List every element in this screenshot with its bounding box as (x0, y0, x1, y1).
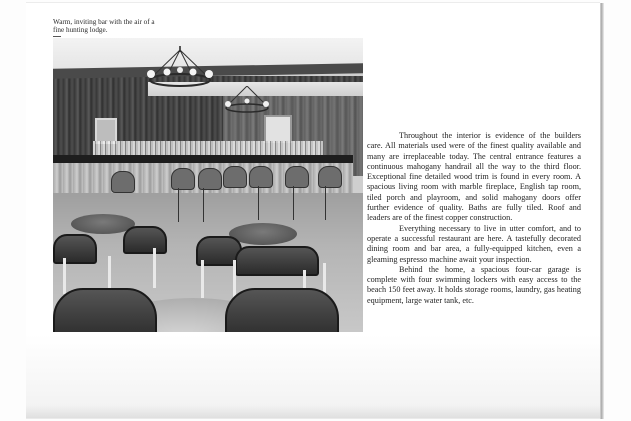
paragraph-interior: Throughout the interior is evidence of the builders care. All materials used were of the finest quality available and many are irreplaceable today. The central entrance features a continuous mahogany handrail all the way to the third floor. Exceptional fine detailed wood trim is found in every room. A spacious living room with marble fireplace, English tap room, tiled porch and playroom, and solid mahogany doors offer further evidence of quality. Baths are fully tiled. Roof and leaders are of the finest copper construction. (367, 131, 581, 223)
stool-leg (293, 186, 294, 220)
stool-leg (203, 188, 204, 222)
captains-chair (123, 226, 167, 254)
book-spine-edge (600, 3, 604, 419)
caption-line-2: fine hunting lodge. (53, 26, 108, 35)
bar-stool (249, 166, 273, 188)
bar-stool (171, 168, 195, 190)
chair-leg (201, 260, 204, 298)
bar-stool (198, 168, 222, 190)
caption-line-1: Warm, inviting bar with the air of a (53, 18, 155, 26)
photo-caption (53, 18, 213, 35)
paragraph-garage: Behind the home, a spacious four-car garage is complete with four swimming lockers with easy access to the beach 150 feet away. It holds storage rooms, laundry, gas heating equipment, large water tank, etc. (367, 264, 581, 305)
wagon-wheel-chandelier-icon (145, 46, 215, 92)
body-text (367, 131, 581, 306)
stool-leg (325, 186, 326, 220)
caption-rule (53, 36, 61, 37)
bar-stool (318, 166, 342, 188)
bar-stool (223, 166, 247, 188)
paragraph-restaurant: Everything necessary to live in utter comfort, and to operate a successful restaurant are here. A tastefully decorated dining room and bar area, a fully-equipped kitchen, even a gleaming espresso machine await your inspection. (367, 223, 581, 264)
stool-leg (178, 188, 179, 222)
small-chandelier-icon (223, 86, 271, 116)
chair-leg (63, 258, 66, 294)
chair-leg (153, 248, 156, 288)
foreground-chair-left (53, 288, 157, 332)
bar-stool (285, 166, 309, 188)
stool-leg (258, 186, 259, 220)
liquor-bottles (93, 141, 323, 155)
page-top-edge (26, 2, 600, 3)
chair-leg (108, 256, 111, 290)
captains-chair (53, 234, 97, 264)
bar-counter-top (53, 155, 353, 163)
page-bottom-shadow (26, 405, 600, 419)
bar-stool (111, 171, 135, 193)
bar-room-photo (53, 38, 363, 332)
captains-chair (235, 246, 319, 276)
foreground-chair-right (225, 288, 339, 332)
framed-horse-picture (264, 115, 292, 143)
